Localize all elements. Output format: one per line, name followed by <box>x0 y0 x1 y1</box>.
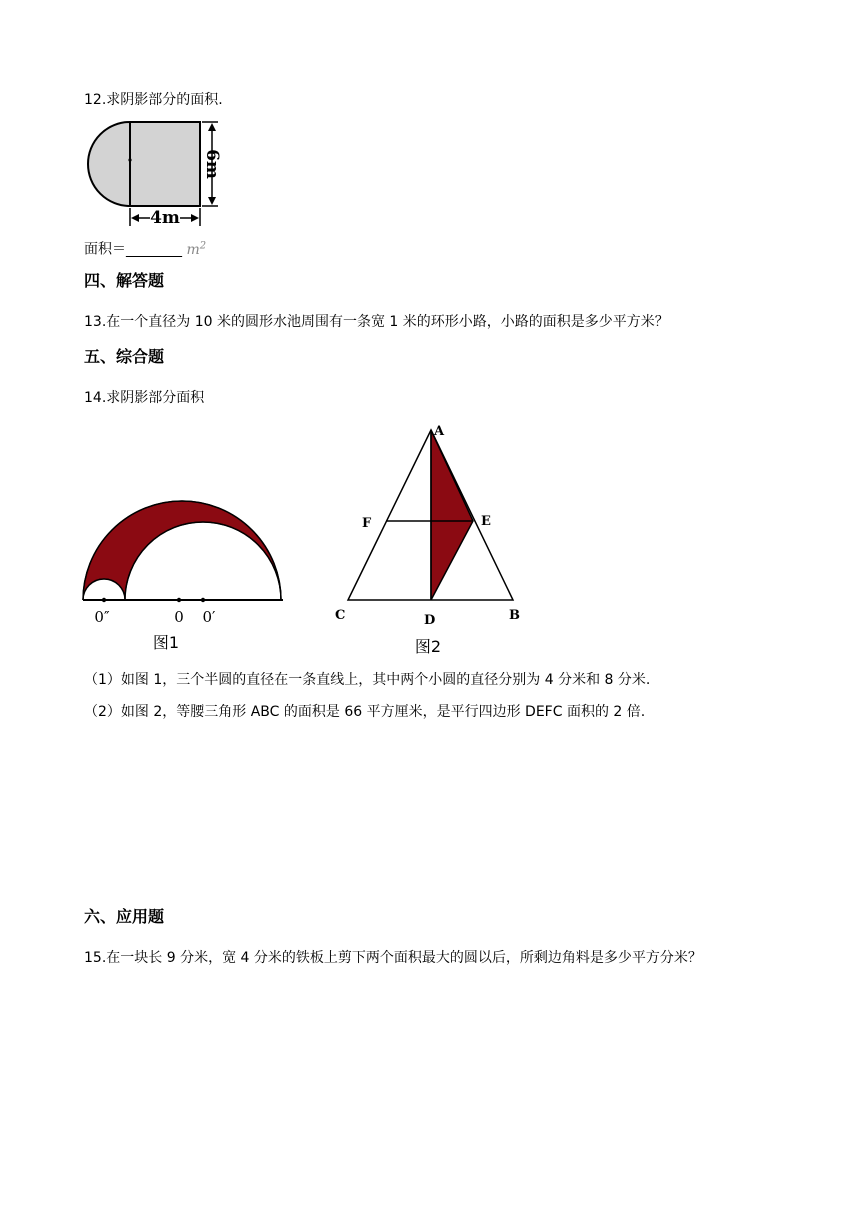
q14-part-1: （1）如图 1，三个半圆的直径在一条直线上，其中两个小圆的直径分别为 4 分米和 8 分米. <box>84 672 651 688</box>
section-4-title: 四、解答题 <box>84 271 165 290</box>
fig2-label-e: E <box>481 514 491 529</box>
fig1-caption: 图1 <box>152 633 180 652</box>
fig2-label-a: A <box>434 424 445 439</box>
fig1-dot-o1 <box>201 598 205 602</box>
q12-unit: $m^2$ <box>186 240 207 258</box>
fig1-dot-o2 <box>102 598 106 602</box>
fig2-label-b: B <box>509 608 520 623</box>
section-5-title: 五、综合题 <box>84 347 165 366</box>
q12-answer-blank[interactable]: ________ <box>126 241 182 258</box>
q14-part-2: （2）如图 2，等腰三角形 ABC 的面积是 66 平方厘米，是平行四边形 DEFC 面积的 2 倍. <box>84 704 646 720</box>
fig1-label-o: 0 <box>174 608 184 626</box>
q15-text: 15.在一块长 9 分米，宽 4 分米的铁板上剪下两个面积最大的圆以后，所剩边角料是多少平方分米？ <box>84 950 702 966</box>
q12-answer-line <box>84 236 206 260</box>
fig1-dot-o <box>177 598 181 602</box>
fig1-label-o2: 0″ <box>94 608 110 626</box>
q12-height-label: 6m <box>202 149 222 179</box>
q12-text: 12.求阴影部分的面积. <box>84 92 223 108</box>
q12-center-dot <box>128 158 131 161</box>
section-6-title: 六、应用题 <box>84 907 165 926</box>
q14-figure-2 <box>330 420 530 660</box>
q12-width-label: 4m <box>150 208 180 228</box>
fig1-label-o1: 0′ <box>202 608 216 626</box>
fig2-label-c: C <box>335 608 346 623</box>
q12-figure <box>80 114 230 232</box>
fig2-shaded-region <box>431 430 473 600</box>
fig2-label-d: D <box>424 613 436 628</box>
fig2-label-f: F <box>362 516 372 531</box>
fig2-caption: 图2 <box>414 637 442 656</box>
q13-text: 13.在一个直径为 10 米的圆形水池周围有一条宽 1 米的环形小路，小路的面积是多少平方米？ <box>84 314 669 330</box>
q12-shaded-region <box>88 122 200 206</box>
q14-figure-1 <box>78 496 293 658</box>
q12-answer-prefix: 面积＝ <box>84 241 126 258</box>
q14-text: 14.求阴影部分面积 <box>84 390 205 406</box>
